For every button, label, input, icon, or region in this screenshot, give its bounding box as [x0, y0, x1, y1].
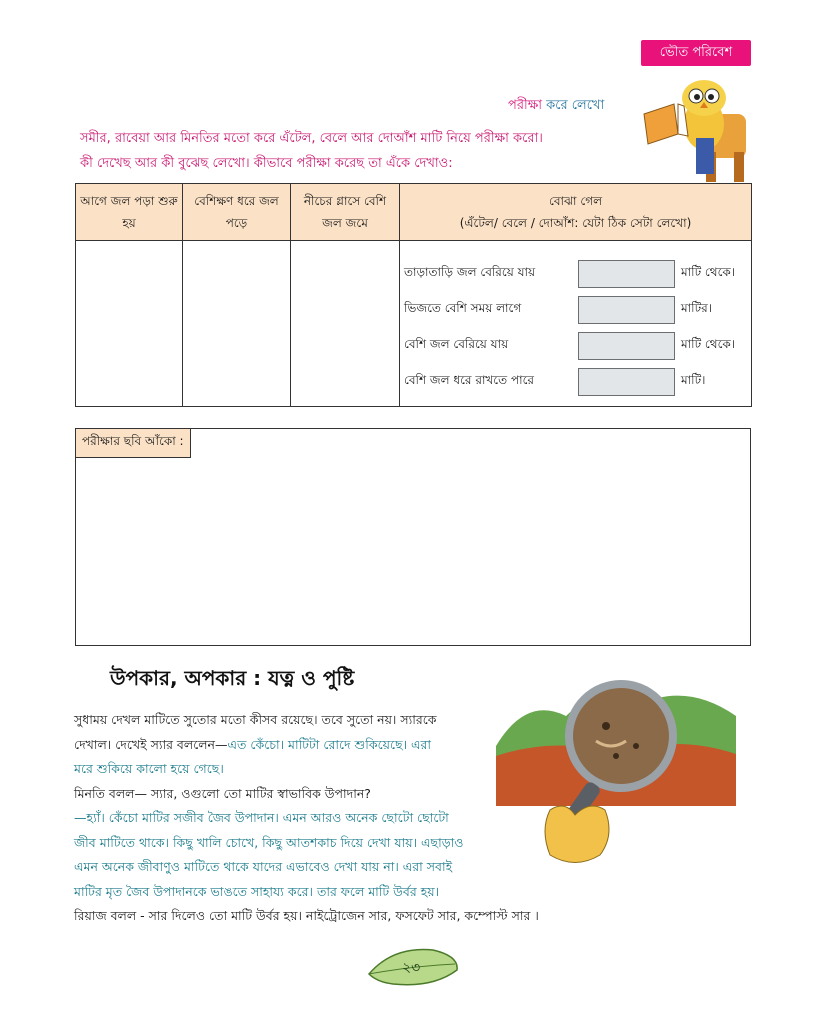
- cell-answer-3[interactable]: [291, 241, 400, 407]
- instruction-line-1: সমীর, রাবেয়া আর মিনতির মতো করে এঁটেল, বেলে আর দোআঁশ মাটি নিয়ে পরীক্ষা করো।: [80, 131, 543, 146]
- conclusion-row: [404, 292, 751, 328]
- story-line: রিয়াজ বলল - সার দিলেও তো মাটি উর্বর হয়। নাইট্রোজেন সার, ফসফেট সার, কম্পোস্ট সার ।: [74, 908, 539, 923]
- cell-answer-2[interactable]: [183, 241, 291, 407]
- story-line-part: দেখাল। দেখেই স্যার বললেন—: [74, 736, 228, 752]
- soil-type-input[interactable]: [578, 296, 675, 324]
- conclusion-row: [404, 364, 751, 400]
- drawing-area[interactable]: [75, 428, 751, 646]
- story-line: এমন অনেক জীবাণুও মাটিতে থাকে যাদের এভাবেও দেখা যায় না। এরা সবাই: [74, 859, 453, 874]
- conclusion-text: বেশি জল বেরিয়ে যায়: [404, 337, 509, 351]
- activity-title: [508, 96, 604, 117]
- conclusion-row: [404, 328, 751, 364]
- page-number: ২৩: [402, 960, 421, 976]
- conclusion-text: ভিজতে বেশি সময় লাগে: [404, 301, 522, 315]
- header-conclusion-title: বোঝা গেল: [548, 194, 603, 208]
- story-line: —হ্যাঁ। কেঁচো মাটির সজীব জৈব উপাদান। এমন আরও অনেক ছোটো ছোটো: [74, 810, 449, 825]
- story-line: সুধাময় দেখল মাটিতে সুতোর মতো কীসব রয়েছে। তবে সুতো নয়। স্যারকে: [74, 712, 437, 727]
- activity-title-part1: পরীক্ষা: [508, 98, 542, 113]
- soil-type-input[interactable]: [578, 260, 675, 288]
- table-body-row: [76, 241, 752, 407]
- story-line: [74, 733, 674, 758]
- table-header-row: [76, 184, 752, 241]
- chapter-badge: ভৌত পরিবেশ: [641, 40, 751, 66]
- conclusion-suffix: মাটির।: [681, 301, 713, 315]
- header-conclusion-hint: (এঁটেল/ বেলে / দোআঁশ: যেটা ঠিক সেটা লেখো): [459, 216, 692, 230]
- activity-title-part2: করে লেখো: [546, 98, 605, 113]
- owl-reading-illustration: [634, 74, 754, 184]
- instruction-line-2: কী দেখেছ আর কী বুঝেছ লেখো। কীভাবে পরীক্ষা করেছ তা এঁকে দেখাও:: [80, 156, 453, 171]
- header-water-drips-longer: বেশিক্ষণ ধরে জল পড়ে: [183, 184, 291, 241]
- header-water-starts-first: আগে জল পড়া শুরু হয়: [76, 184, 183, 241]
- story-line: মিনতি বলল— স্যার, ওগুলো তো মাটির স্বাভাবিক উপাদান?: [74, 785, 371, 801]
- soil-type-input[interactable]: [578, 332, 675, 360]
- story-line: মাটির মৃত জৈব উপাদানকে ভাঙতে সাহায্য করে। তার ফলে মাটি উর্বর হয়।: [74, 883, 440, 899]
- story-line-part: এত কেঁচো। মাটিটা রোদে শুকিয়েছে। এরা: [227, 736, 432, 752]
- conclusion-suffix: মাটি।: [681, 373, 706, 387]
- conclusion-suffix: মাটি থেকে।: [681, 337, 736, 351]
- section-title: উপকার, অপকার : যত্ন ও পুষ্টি: [110, 666, 355, 690]
- header-more-water-collected: নীচের গ্লাসে বেশি জল জমে: [291, 184, 400, 241]
- conclusion-text: বেশি জল ধরে রাখতে পারে: [404, 373, 534, 387]
- story-text: [74, 708, 674, 929]
- conclusion-row: [404, 256, 751, 292]
- conclusion-suffix: মাটি থেকে।: [681, 265, 736, 279]
- observation-table: [75, 183, 752, 407]
- cell-answer-1[interactable]: [76, 241, 183, 407]
- cell-conclusion: [400, 241, 752, 407]
- conclusion-text: তাড়াতাড়ি জল বেরিয়ে যায়: [404, 265, 536, 279]
- soil-type-input[interactable]: [578, 368, 675, 396]
- drawing-area-label: পরীক্ষার ছবি আঁকো :: [76, 429, 191, 458]
- story-line: জীব মাটিতে থাকে। কিছু খালি চোখে, কিছু আতশকাচ দিয়ে দেখা যায়। এছাড়াও: [74, 834, 464, 850]
- story-line: মরে শুকিয়ে কালো হয়ে গেছে।: [74, 761, 224, 776]
- activity-instructions: [80, 126, 640, 176]
- header-conclusion: [400, 184, 752, 241]
